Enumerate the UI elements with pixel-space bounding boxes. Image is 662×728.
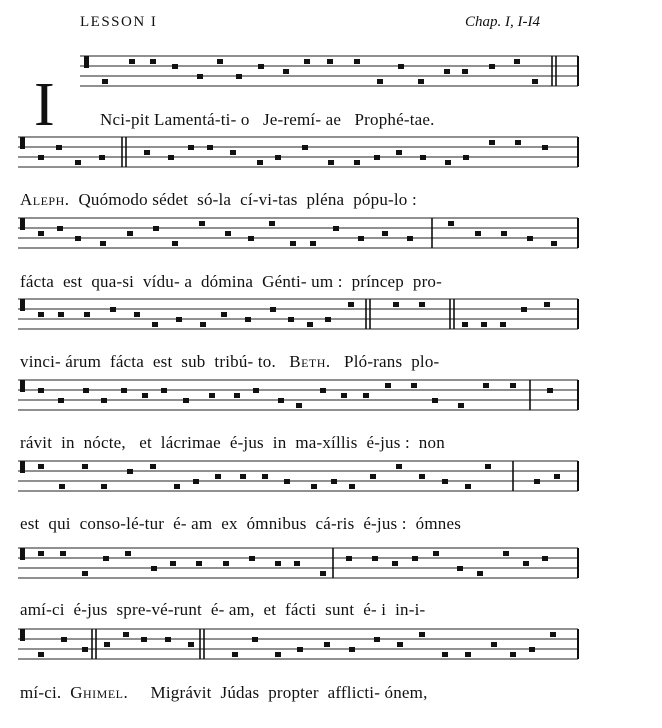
lyric-word: amí-ci <box>20 600 65 619</box>
lyric-word: príncep <box>351 272 404 291</box>
clef <box>20 380 25 392</box>
neume <box>188 145 194 150</box>
neume <box>165 637 171 642</box>
staff <box>80 56 578 86</box>
clef <box>20 299 25 311</box>
lyric-word: Beth. <box>289 352 331 371</box>
neume <box>324 642 330 647</box>
neume <box>411 383 417 388</box>
neume <box>462 69 468 74</box>
neume <box>514 59 520 64</box>
lyric-word: fácta <box>109 352 144 371</box>
neume <box>542 145 548 150</box>
lyric-word: é-jus <box>229 433 264 452</box>
lyric-word: spre-vé-runt <box>116 600 202 619</box>
neume <box>275 155 281 160</box>
lesson-title: LESSON I <box>80 14 158 30</box>
lyric-word: Prophé-tae. <box>354 110 435 129</box>
neume <box>230 150 236 155</box>
neume <box>500 322 506 327</box>
neume <box>489 140 495 145</box>
neume <box>393 302 399 307</box>
neume <box>127 469 133 474</box>
lyric-word: ma-xíllis <box>295 433 358 452</box>
neume <box>236 74 242 79</box>
decorated-initial: I <box>34 71 55 139</box>
neume <box>278 398 284 403</box>
neume <box>523 561 529 566</box>
clef <box>20 629 25 641</box>
neume <box>377 79 383 84</box>
neume <box>311 484 317 489</box>
neume <box>209 393 215 398</box>
neume <box>60 551 66 556</box>
neume <box>253 388 259 393</box>
lyric-word: pópu-lo : <box>353 190 417 209</box>
neume <box>527 236 533 241</box>
lyric-word: pléna <box>306 190 345 209</box>
neume <box>84 312 90 317</box>
neume <box>257 160 263 165</box>
neume <box>283 69 289 74</box>
lyric-word: Pló-rans <box>344 352 403 371</box>
lyric-word: vídu- a <box>142 272 193 291</box>
neume <box>161 388 167 393</box>
neume <box>75 160 81 165</box>
lyric-word: Aleph. <box>20 190 70 209</box>
lyric-word: rávit <box>20 433 53 452</box>
neume <box>142 393 148 398</box>
neume <box>58 398 64 403</box>
lyric-word: in-i- <box>395 600 426 619</box>
neume <box>420 155 426 160</box>
neume <box>382 231 388 236</box>
neume <box>544 302 550 307</box>
lyric-word: mí-ci. <box>20 683 62 702</box>
neume <box>225 231 231 236</box>
neume <box>196 561 202 566</box>
neume <box>245 317 251 322</box>
neume <box>331 479 337 484</box>
lyric-word: Migrávit <box>150 683 212 702</box>
lyric-word: é- i <box>363 600 387 619</box>
lyric-line-7 <box>20 600 425 620</box>
neume <box>188 642 194 647</box>
lyric-word: dómina <box>200 272 254 291</box>
neume <box>110 307 116 312</box>
neume <box>374 637 380 642</box>
lyric-word: qua-si <box>91 272 135 291</box>
neume <box>232 652 238 657</box>
neume <box>349 647 355 652</box>
neume <box>123 632 129 637</box>
neume <box>223 561 229 566</box>
neume <box>121 388 127 393</box>
neume <box>99 155 105 160</box>
neume <box>38 231 44 236</box>
neume <box>489 64 495 69</box>
neume <box>151 566 157 571</box>
neume <box>363 393 369 398</box>
lyric-word: ómnibus <box>246 514 307 533</box>
neume <box>294 561 300 566</box>
neume <box>333 226 339 231</box>
neume <box>193 479 199 484</box>
neume <box>270 307 276 312</box>
neume <box>217 59 223 64</box>
neume <box>59 484 65 489</box>
neume <box>249 556 255 561</box>
neume <box>515 140 521 145</box>
lyric-word: pro- <box>412 272 442 291</box>
neume <box>444 69 450 74</box>
neume <box>262 474 268 479</box>
neume <box>354 59 360 64</box>
neume <box>144 150 150 155</box>
staff <box>18 137 578 167</box>
neume <box>199 221 205 226</box>
neume <box>385 383 391 388</box>
neume <box>297 647 303 652</box>
neume <box>183 398 189 403</box>
lyric-line-2 <box>20 190 417 210</box>
neume <box>465 652 471 657</box>
neume <box>200 322 206 327</box>
neume <box>501 231 507 236</box>
lyric-word: Ghimel. <box>70 683 129 702</box>
neume <box>542 556 548 561</box>
neume <box>240 474 246 479</box>
lyric-word: ómnes <box>415 514 462 533</box>
neume <box>82 571 88 576</box>
neume <box>174 484 180 489</box>
neume <box>61 637 67 642</box>
neume <box>320 571 326 576</box>
neume <box>372 556 378 561</box>
neume <box>433 551 439 556</box>
neume <box>550 632 556 637</box>
neume <box>56 145 62 150</box>
neume <box>57 226 63 231</box>
lyric-word: ex <box>221 514 238 533</box>
neume <box>475 231 481 236</box>
clef <box>20 218 25 230</box>
neume <box>481 322 487 327</box>
neume <box>103 556 109 561</box>
lyric-word: afflicti- ónem, <box>327 683 428 702</box>
neume <box>101 484 107 489</box>
neume <box>127 231 133 236</box>
neume <box>248 236 254 241</box>
neume <box>38 155 44 160</box>
staff <box>18 629 578 659</box>
neume <box>547 388 553 393</box>
neume <box>491 642 497 647</box>
neume <box>412 556 418 561</box>
lyric-word: lácrimae <box>160 433 221 452</box>
lyric-word: nócte, <box>83 433 126 452</box>
neume <box>534 479 540 484</box>
clef <box>20 548 25 560</box>
neume <box>304 59 310 64</box>
neume <box>172 64 178 69</box>
neume <box>465 484 471 489</box>
lyric-word: fácti <box>285 600 317 619</box>
neume <box>152 322 158 327</box>
neume <box>125 551 131 556</box>
neume <box>101 398 107 403</box>
neume <box>38 652 44 657</box>
lyric-word: conso-lé-tur <box>79 514 165 533</box>
lyric-line-4 <box>20 352 439 372</box>
neume <box>252 637 258 642</box>
lyric-word: Je-remí- ae <box>262 110 342 129</box>
lyric-word: é-jus <box>73 600 108 619</box>
neume <box>325 317 331 322</box>
lyric-word: propter <box>268 683 319 702</box>
neume <box>503 551 509 556</box>
neume <box>58 312 64 317</box>
lyric-word: é-jus : <box>363 514 407 533</box>
neume <box>442 652 448 657</box>
lyric-word: et <box>139 433 152 452</box>
lyric-word: fácta <box>20 272 55 291</box>
neume <box>150 464 156 469</box>
neume <box>38 312 44 317</box>
neume <box>407 236 413 241</box>
lyric-word: sub <box>181 352 206 371</box>
clef <box>20 461 25 473</box>
neume <box>396 464 402 469</box>
lyric-word: vinci- árum <box>20 352 102 371</box>
neume <box>141 637 147 642</box>
neume <box>296 403 302 408</box>
neume <box>349 484 355 489</box>
neume <box>392 561 398 566</box>
neume <box>310 241 316 246</box>
staff <box>18 380 578 410</box>
neume <box>82 464 88 469</box>
neume <box>341 393 347 398</box>
neume <box>38 464 44 469</box>
lyric-word: Nci-pit Lamentá-ti- o <box>100 110 250 129</box>
neume <box>328 160 334 165</box>
lyric-line-6 <box>20 514 461 534</box>
lyric-word: só-la <box>197 190 232 209</box>
clef <box>84 56 89 68</box>
neume <box>102 79 108 84</box>
neume <box>269 221 275 226</box>
neume <box>302 145 308 150</box>
neume <box>370 474 376 479</box>
neume <box>83 388 89 393</box>
neume <box>419 632 425 637</box>
lyric-word: é-jus : <box>366 433 410 452</box>
lyric-word: cí-vi-tas <box>240 190 298 209</box>
lyric-word: é- am <box>173 514 213 533</box>
neume <box>275 561 281 566</box>
neume <box>172 241 178 246</box>
neume <box>215 474 221 479</box>
lyric-line-3 <box>20 272 442 292</box>
clef <box>20 137 25 149</box>
lyric-word: é- am, <box>210 600 255 619</box>
neume <box>419 302 425 307</box>
neume <box>554 474 560 479</box>
neume <box>521 307 527 312</box>
neume <box>510 652 516 657</box>
lyric-word: Génti- um : <box>262 272 343 291</box>
neume <box>221 312 227 317</box>
lyric-word: qui <box>48 514 71 533</box>
neume <box>463 155 469 160</box>
neume <box>477 571 483 576</box>
neume <box>457 566 463 571</box>
neume <box>176 317 182 322</box>
neume <box>458 403 464 408</box>
neume <box>327 59 333 64</box>
neume <box>153 226 159 231</box>
neume <box>38 551 44 556</box>
lyric-word: est <box>62 272 83 291</box>
neume <box>275 652 281 657</box>
lyric-word: Quómodo sédet <box>78 190 189 209</box>
neume <box>320 388 326 393</box>
neume <box>396 150 402 155</box>
neume <box>307 322 313 327</box>
neume <box>532 79 538 84</box>
staff <box>18 299 578 329</box>
neume <box>462 322 468 327</box>
lyric-word: sunt <box>325 600 355 619</box>
neume <box>419 474 425 479</box>
staff <box>18 548 578 578</box>
lyric-word: in <box>61 433 75 452</box>
neume <box>346 556 352 561</box>
neume <box>432 398 438 403</box>
neume <box>207 145 213 150</box>
neume <box>284 479 290 484</box>
neume <box>374 155 380 160</box>
lyric-word: in <box>272 433 287 452</box>
lyric-word: cá-ris <box>315 514 355 533</box>
neume <box>38 388 44 393</box>
neume <box>445 160 451 165</box>
lyric-word: et <box>263 600 277 619</box>
staff <box>18 461 578 491</box>
neume <box>197 74 203 79</box>
neume <box>398 64 404 69</box>
lyric-line-5 <box>20 433 445 453</box>
neume <box>82 647 88 652</box>
neume <box>358 236 364 241</box>
neume <box>442 479 448 484</box>
lyric-word: plo- <box>411 352 440 371</box>
neume <box>168 155 174 160</box>
neume <box>354 160 360 165</box>
neume <box>100 241 106 246</box>
lyric-word: est <box>152 352 173 371</box>
neume <box>483 383 489 388</box>
lyric-word: tribú- to. <box>214 352 276 371</box>
staff <box>18 218 578 248</box>
chapter-reference: Chap. I, I-I4 <box>465 14 540 30</box>
lyric-line-8 <box>20 683 428 703</box>
neume <box>150 59 156 64</box>
lyric-line-1 <box>100 110 435 130</box>
neume <box>510 383 516 388</box>
neume <box>170 561 176 566</box>
lyric-word: Júdas <box>220 683 260 702</box>
neume <box>129 59 135 64</box>
neume <box>448 221 454 226</box>
neume <box>348 302 354 307</box>
neume <box>551 241 557 246</box>
lyric-word: est <box>20 514 40 533</box>
neume <box>234 393 240 398</box>
neume <box>134 312 140 317</box>
neume <box>75 236 81 241</box>
neume <box>485 464 491 469</box>
neume <box>288 317 294 322</box>
neume <box>397 642 403 647</box>
neume <box>104 642 110 647</box>
neume <box>418 79 424 84</box>
neume <box>529 647 535 652</box>
lyric-word: non <box>418 433 445 452</box>
neume <box>290 241 296 246</box>
neume <box>258 64 264 69</box>
